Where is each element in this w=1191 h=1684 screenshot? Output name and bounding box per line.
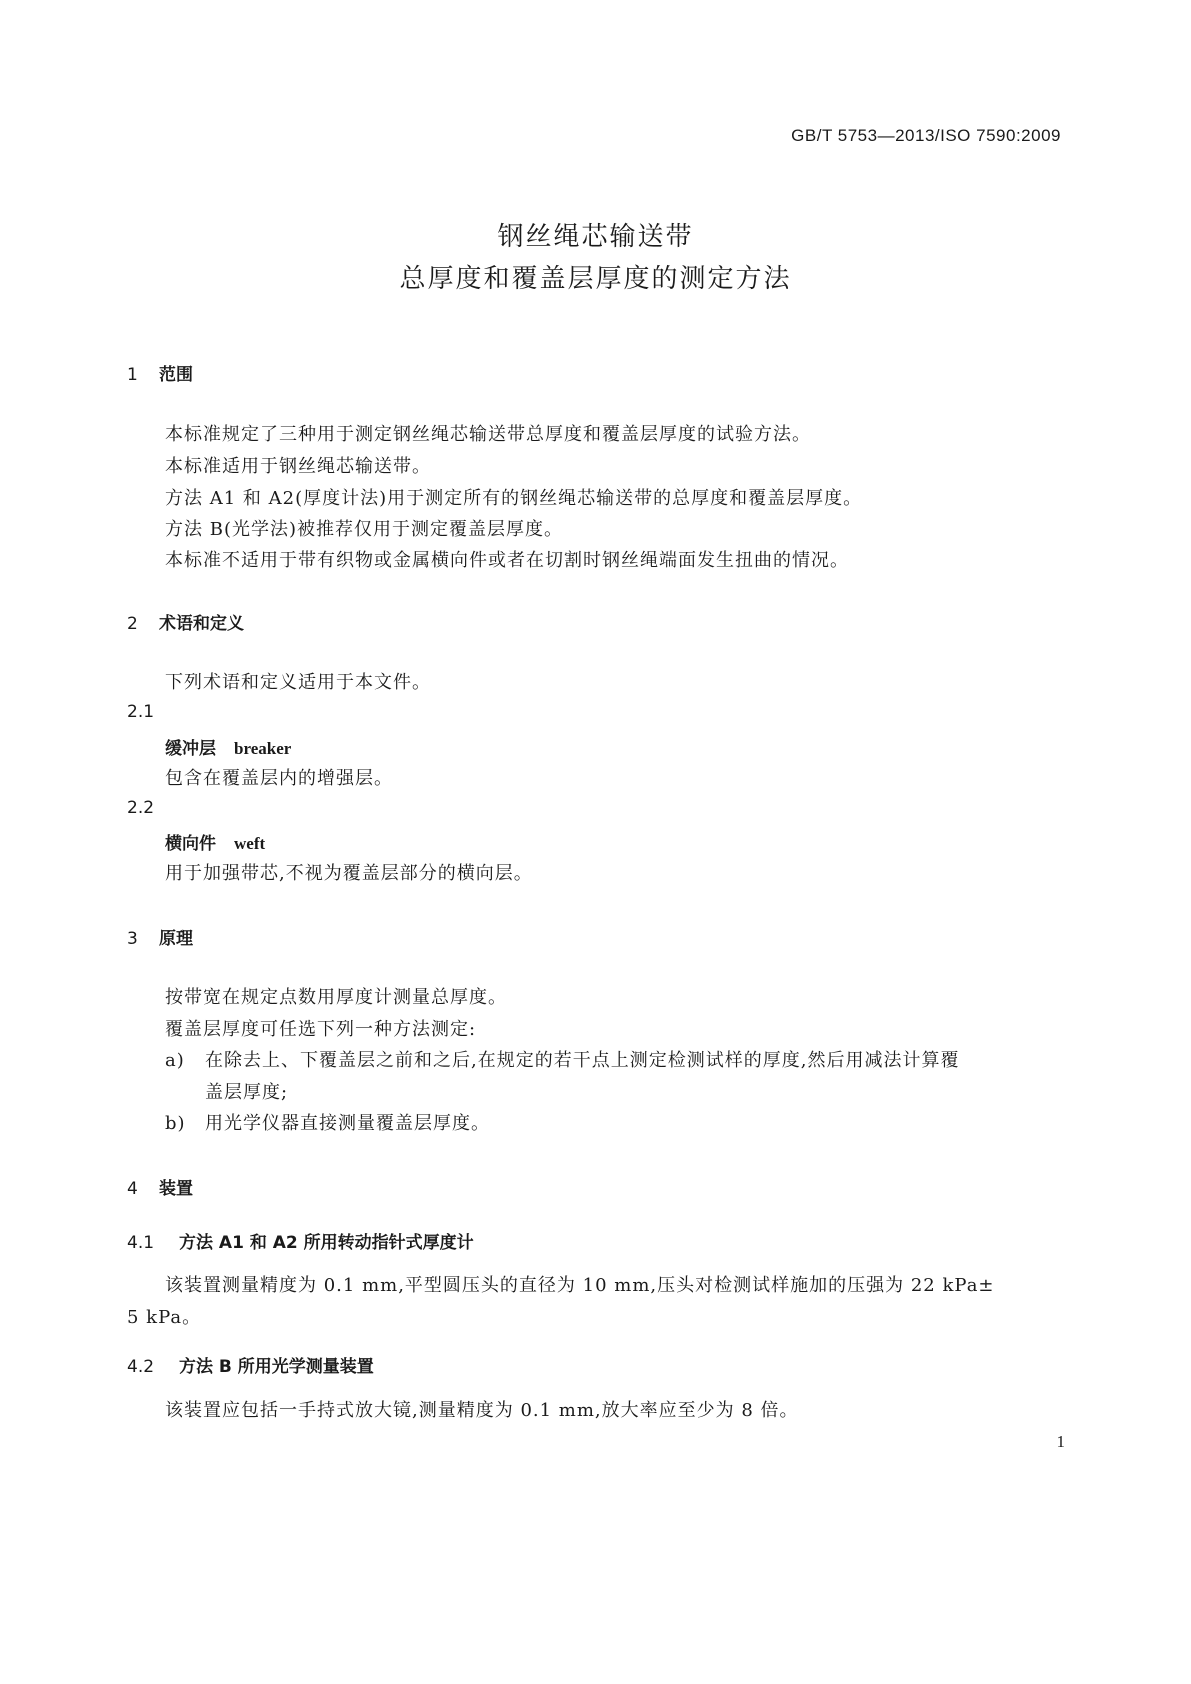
paragraph: 方法 A1 和 A2(厚度计法)用于测定所有的钢丝绳芯输送带的总厚度和覆盖层厚度。 xyxy=(165,488,863,509)
section-3-heading xyxy=(127,924,193,949)
list-marker: a) xyxy=(165,1050,185,1071)
list-item-b xyxy=(165,1109,490,1135)
paragraph: 本标准规定了三种用于测定钢丝绳芯输送带总厚度和覆盖层厚度的试验方法。 xyxy=(165,424,811,445)
term-zh: 横向件 xyxy=(165,834,216,854)
term-heading xyxy=(165,734,291,759)
paragraph: 本标准不适用于带有织物或金属横向件或者在切割时钢丝绳端面发生扭曲的情况。 xyxy=(165,550,849,571)
section-2-heading xyxy=(127,609,244,634)
subsection-title: 方法 A1 和 A2 所用转动指针式厚度计 xyxy=(179,1233,474,1253)
section-4-heading xyxy=(127,1174,193,1199)
list-item-a-continued: 盖层厚度; xyxy=(205,1082,289,1103)
list-marker: b) xyxy=(165,1113,186,1134)
term-number: 2.2 xyxy=(127,798,155,818)
paragraph: 按带宽在规定点数用厚度计测量总厚度。 xyxy=(165,987,507,1008)
term-zh: 缓冲层 xyxy=(165,739,216,759)
section-1-heading xyxy=(127,360,193,385)
term-number: 2.1 xyxy=(127,702,155,722)
paragraph: 下列术语和定义适用于本文件。 xyxy=(165,672,431,693)
document-title-line2: 总厚度和覆盖层厚度的测定方法 xyxy=(399,264,792,294)
list-text: 用光学仪器直接测量覆盖层厚度。 xyxy=(205,1113,490,1134)
term-definition: 包含在覆盖层内的增强层。 xyxy=(165,768,393,789)
paragraph: 该装置应包括一手持式放大镜,测量精度为 0.1 mm,放大率应至少为 8 倍。 xyxy=(165,1400,799,1421)
section-number: 4 xyxy=(127,1179,138,1199)
subsection-4-1-heading xyxy=(127,1228,474,1253)
section-number: 3 xyxy=(127,929,138,949)
section-title: 装置 xyxy=(159,1179,193,1199)
section-number: 2 xyxy=(127,614,138,634)
paragraph: 本标准适用于钢丝绳芯输送带。 xyxy=(165,456,431,477)
page-number: 1 xyxy=(1056,1432,1065,1451)
term-definition: 用于加强带芯,不视为覆盖层部分的横向层。 xyxy=(165,863,533,884)
paragraph: 该装置测量精度为 0.1 mm,平型圆压头的直径为 10 mm,压头对检测试样施加的压强为 22 kPa± xyxy=(165,1275,995,1296)
term-en: breaker xyxy=(234,739,292,758)
standard-code: GB/T 5753—2013/ISO 7590:2009 xyxy=(791,126,1061,145)
subsection-number: 4.2 xyxy=(127,1357,155,1377)
document-title-line1: 钢丝绳芯输送带 xyxy=(497,222,694,252)
subsection-4-2-heading xyxy=(127,1352,374,1377)
subsection-number: 4.1 xyxy=(127,1233,155,1253)
term-heading xyxy=(165,829,265,854)
term-en: weft xyxy=(234,834,266,853)
section-title: 术语和定义 xyxy=(159,614,244,634)
list-item-a xyxy=(165,1046,959,1072)
paragraph: 覆盖层厚度可任选下列一种方法测定: xyxy=(165,1019,477,1040)
paragraph-continued: 5 kPa。 xyxy=(127,1307,202,1328)
subsection-title: 方法 B 所用光学测量装置 xyxy=(179,1357,374,1377)
section-title: 原理 xyxy=(159,929,193,949)
paragraph: 方法 B(光学法)被推荐仅用于测定覆盖层厚度。 xyxy=(165,519,563,540)
section-number: 1 xyxy=(127,365,138,385)
section-title: 范围 xyxy=(159,365,193,385)
list-text: 在除去上、下覆盖层之前和之后,在规定的若干点上测定检测试样的厚度,然后用减法计算覆 xyxy=(205,1050,960,1071)
